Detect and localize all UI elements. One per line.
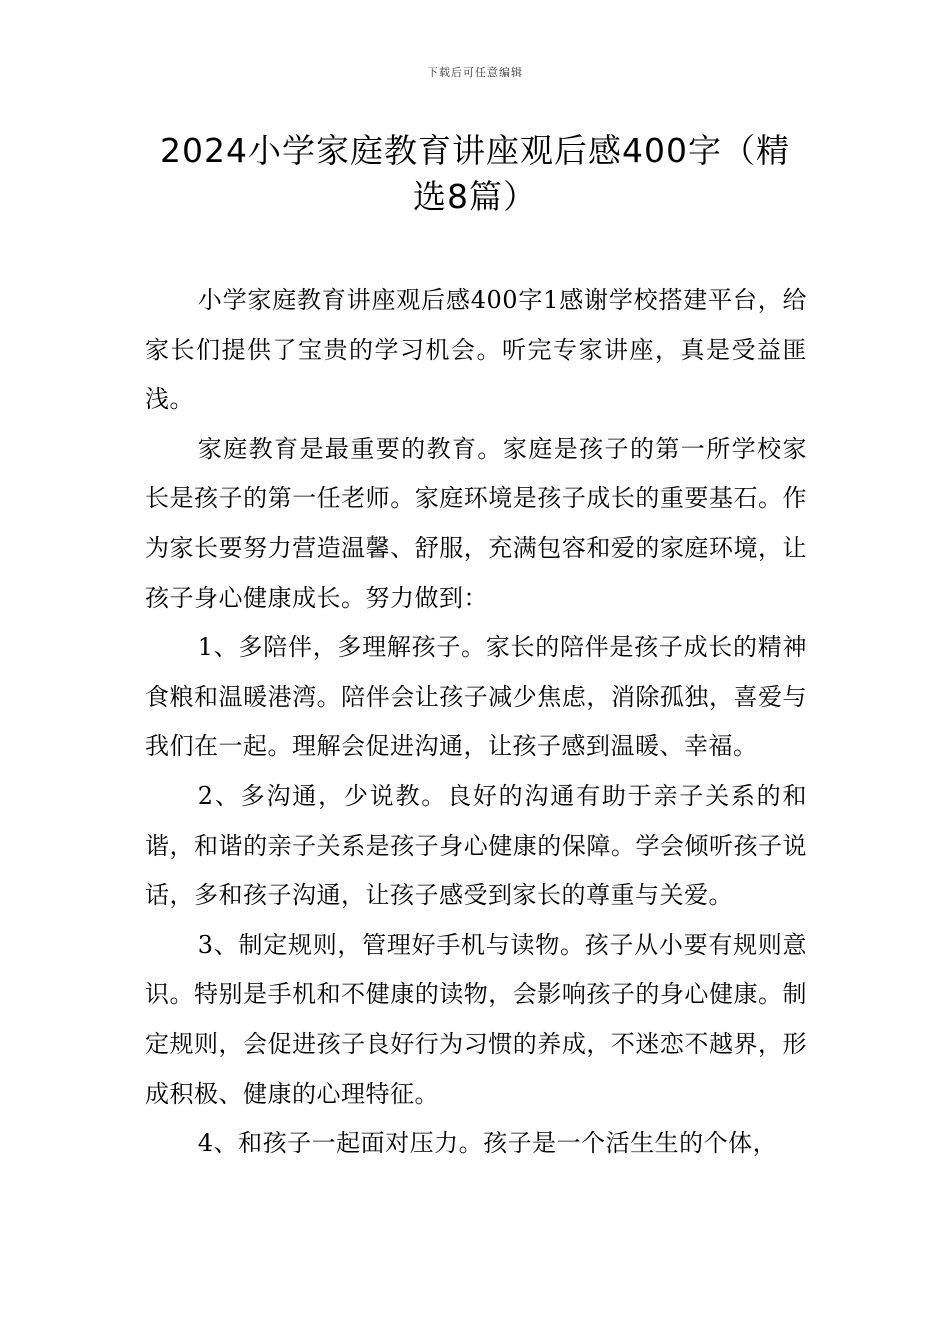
paragraph-point-4: 4、和孩子一起面对压力。孩子是一个活生生的个体， [197, 1129, 778, 1158]
document-title: 2024小学家庭教育讲座观后感400字（精选8篇） [160, 131, 790, 216]
paragraph-point-3: 3、制定规则，管理好手机与读物。孩子从小要有规则意识。特别是手机和不健康的读物，会影响孩子的身心健康。制定规则，会促进孩子良好行为习惯的养成，不迷恋不越界，形成积极、健康的心理特征。 [145, 930, 807, 1108]
paragraph-point-1: 1、多陪伴，多理解孩子。家长的陪伴是孩子成长的精神食粮和温暖港湾。陪伴会让孩子减少焦虑，消除孤独，喜爱与我们在一起。理解会促进沟通，让孩子感到温暖、幸福。 [145, 633, 807, 761]
paragraph-point-2: 2、多沟通，少说教。良好的沟通有助于亲子关系的和谐，和谐的亲子关系是孩子身心健康的保障。学会倾听孩子说话，多和孩子沟通，让孩子感受到家长的尊重与关爱。 [145, 781, 807, 910]
document-body [145, 276, 807, 1169]
paragraph-intro: 小学家庭教育讲座观后感400字1感谢学校搭建平台，给家长们提供了宝贵的学习机会。听完专家讲座，真是受益匪浅。 [145, 286, 807, 414]
page-header-note: 下载后可任意编辑 [427, 66, 523, 79]
paragraph-family-education: 家庭教育是最重要的教育。家庭是孩子的第一所学校家长是孩子的第一任老师。家庭环境是孩子成长的重要基石。作为家长要努力营造温馨、舒服，充满包容和爱的家庭环境，让孩子身心健康成长。努力做到： [145, 434, 807, 612]
